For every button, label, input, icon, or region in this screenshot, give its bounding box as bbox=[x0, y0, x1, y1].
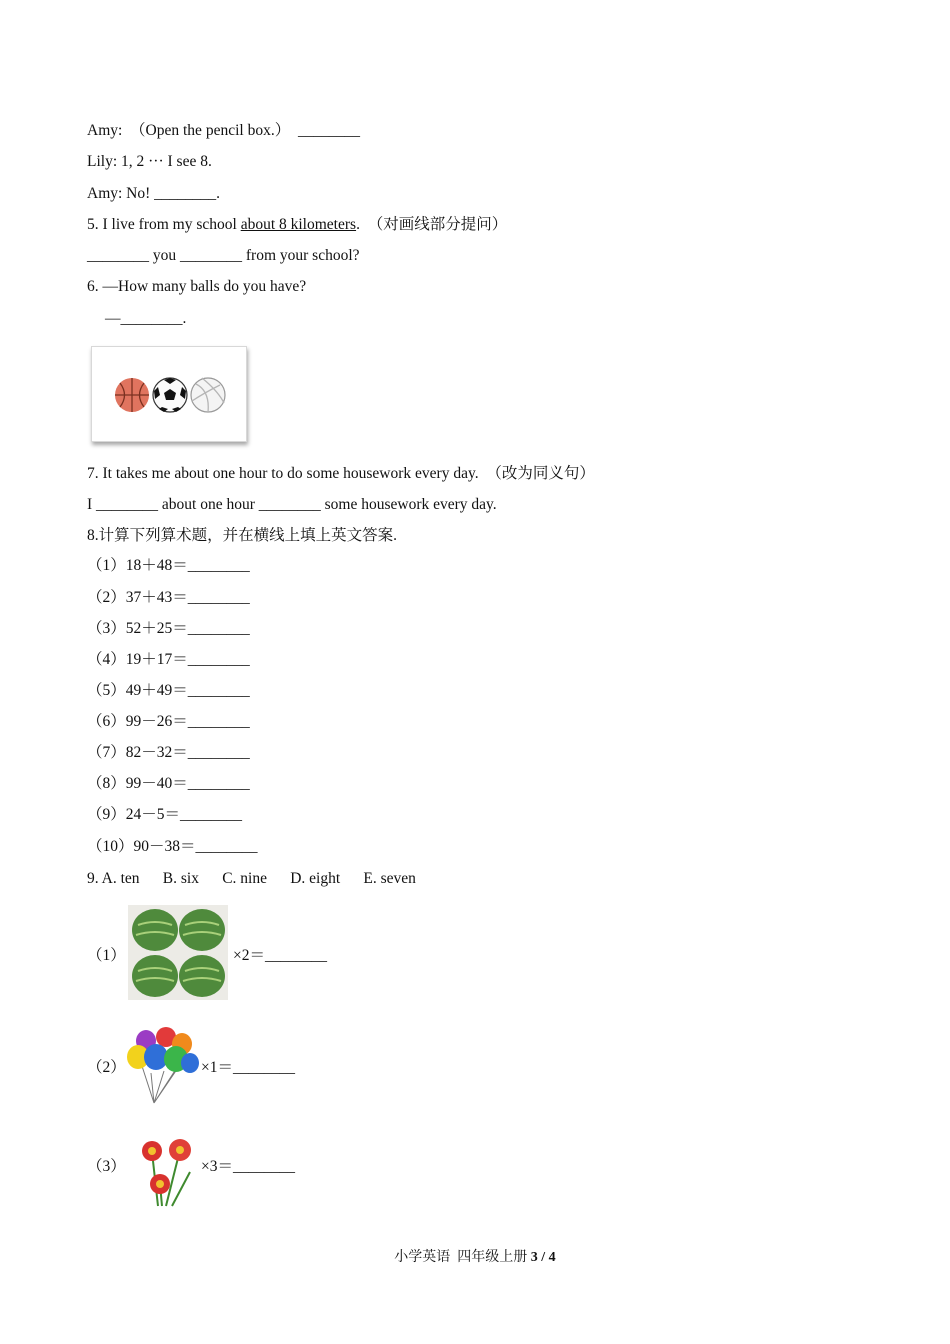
q9-item-3-number: （3） bbox=[87, 1158, 126, 1175]
math-item-10: （10）90－38＝________ bbox=[87, 838, 258, 855]
line-amy-no: Amy: No! ________. bbox=[87, 185, 221, 202]
q9-item-1-number: （1） bbox=[87, 947, 126, 964]
balloons-picture bbox=[126, 1027, 201, 1107]
page-number: 3 / 4 bbox=[530, 1250, 556, 1265]
question-7: 7. It takes me about one hour to do some housework every day. （改为同义句） bbox=[87, 465, 595, 482]
q9-item-2-expression: ×1＝________ bbox=[201, 1059, 295, 1076]
line-amy-open-box: Amy: （Open the pencil box.） ________ bbox=[87, 122, 360, 139]
math-item-9: （9）24－5＝________ bbox=[87, 806, 243, 823]
q9-item-3-expression: ×3＝________ bbox=[201, 1158, 295, 1175]
soccer-ball-icon bbox=[153, 378, 187, 412]
footer-text: 小学英语 四年级上册 bbox=[394, 1250, 531, 1265]
q9-item-2-number: （2） bbox=[87, 1059, 126, 1076]
line-lily: Lily: 1, 2 ··· I see 8. bbox=[87, 153, 212, 170]
balls-drawing bbox=[92, 347, 246, 441]
basketball-icon bbox=[115, 378, 149, 412]
flowers-picture bbox=[136, 1138, 198, 1208]
watermelons-picture bbox=[128, 905, 228, 1000]
math-item-6: （6）99－26＝________ bbox=[87, 713, 250, 730]
q5-suffix: . （对画线部分提问） bbox=[356, 216, 508, 233]
math-item-8: （8）99－40＝________ bbox=[87, 775, 250, 792]
balls-picture bbox=[91, 346, 247, 442]
q5-prefix: 5. I live from my school bbox=[87, 216, 241, 233]
q9-item-1-expression: ×2＝________ bbox=[233, 947, 327, 964]
math-item-7: （7）82－32＝________ bbox=[87, 744, 250, 761]
question-6: 6. —How many balls do you have? bbox=[87, 278, 307, 295]
question-5-answer: ________ you ________ from your school? bbox=[87, 247, 360, 264]
volleyball-icon bbox=[191, 378, 225, 412]
q5-underlined: about 8 kilometers bbox=[240, 216, 357, 233]
question-7-answer: I ________ about one hour ________ some housework every day. bbox=[87, 496, 497, 513]
question-5 bbox=[87, 215, 507, 235]
page-footer bbox=[0, 1246, 950, 1266]
flower-icon bbox=[142, 1139, 191, 1206]
question-9-options: 9. A. ten B. six C. nine D. eight E. seven bbox=[87, 870, 416, 887]
math-item-2: （2）37＋43＝________ bbox=[87, 589, 250, 606]
math-item-3: （3）52＋25＝________ bbox=[87, 620, 250, 637]
balloon-icon bbox=[127, 1027, 199, 1103]
math-item-1: （1）18＋48＝________ bbox=[87, 557, 250, 574]
question-8: 8.计算下列算术题，并在横线上填上英文答案. bbox=[87, 527, 398, 544]
math-item-5: （5）49＋49＝________ bbox=[87, 682, 250, 699]
math-item-4: （4）19＋17＝________ bbox=[87, 651, 250, 668]
question-6-answer: —________. bbox=[105, 310, 187, 327]
